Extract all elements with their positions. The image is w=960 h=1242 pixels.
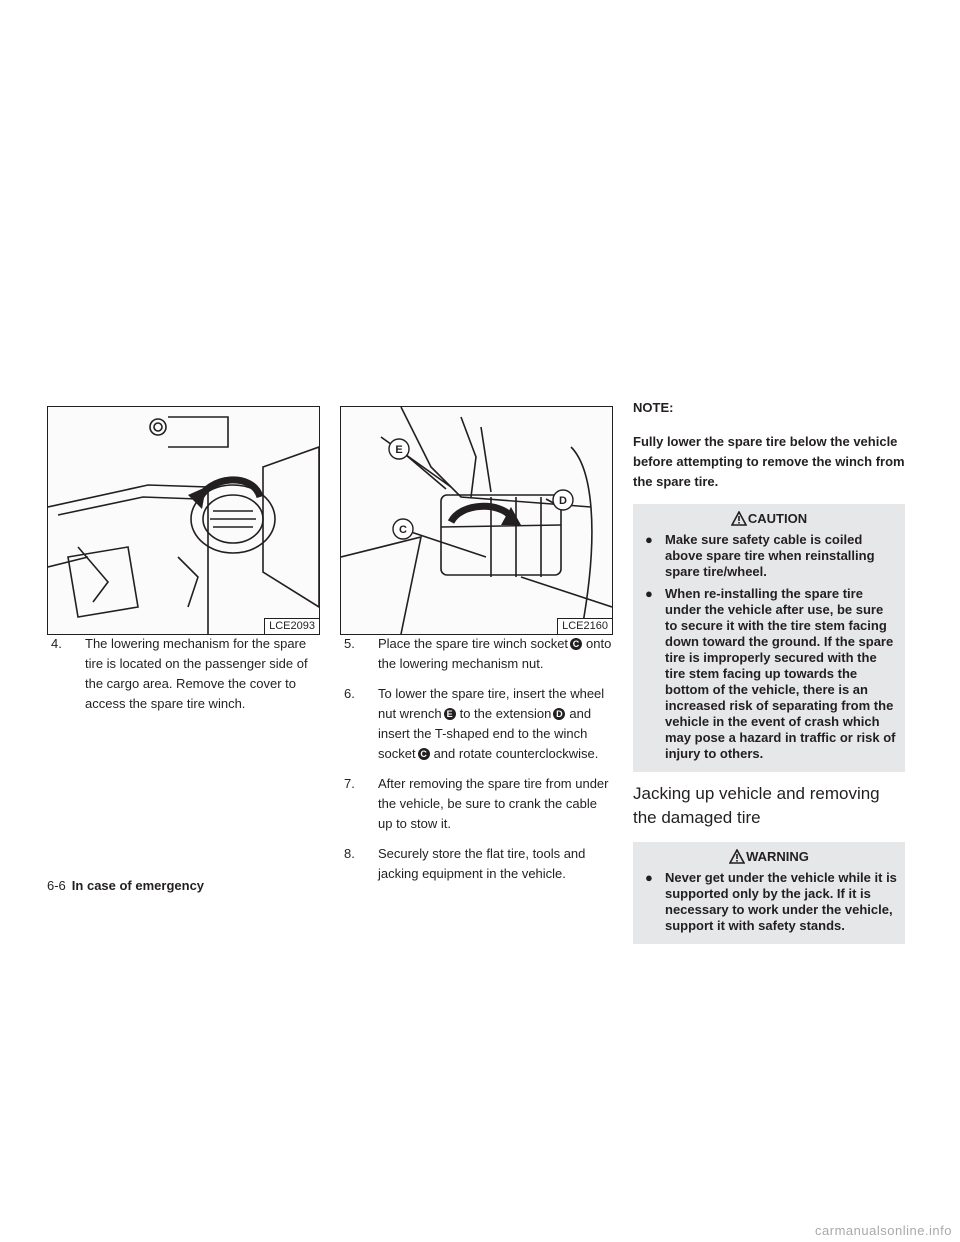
warning-item-text: Never get under the vehicle while it is supported only by the jack. If it is necessary to work under the vehicle, support it with safety stands. (665, 870, 897, 933)
section-title: In case of emergency (71, 878, 205, 893)
step-text: After removing the spare tire from under the vehicle, be sure to crank the cable up to stow it. (378, 776, 609, 831)
step-text: To lower the spare tire, insert the wheel nut wrench (378, 686, 605, 721)
step-text: and insert the T-shaped end to the winch socket (378, 706, 592, 761)
callout-c-label: C (399, 524, 407, 536)
callout-e-label: E (395, 444, 403, 456)
caution-item-text: Make sure safety cable is coiled above spare tire when reinstalling spare tire/wheel. (665, 532, 875, 579)
warning-item (641, 870, 897, 934)
note-title: NOTE: (633, 400, 674, 415)
warning-title: WARNING (746, 849, 809, 864)
step-number: 8. (344, 846, 355, 861)
illustration-winch-tools (341, 407, 612, 634)
caution-item-text: When re-installing the spare tire under the vehicle after use, be sure to secure it with the tire stem facing down toward the ground. If the spare tire is improperly secured with the tire stem facing up towards the bottom of the vehicle, there is an increased risk of separating from the vehicle in the event of crash which may pose a hazard in traffic or risk of injury to others. (665, 586, 896, 761)
step-4 (47, 634, 322, 714)
step-text: to the extension (459, 706, 552, 721)
note-body: Fully lower the spare tire below the vehicle before attempting to remove the winch from the spare tire. (633, 434, 905, 489)
bullet-icon: ● (645, 870, 653, 885)
step-text: onto the lowering mechanism nut. (378, 636, 612, 671)
figure-spare-tire-cover (47, 406, 320, 635)
page-footer (47, 877, 204, 895)
section-heading: Jacking up vehicle and removing the damaged tire (633, 784, 880, 827)
illustration-cargo-cover (48, 407, 319, 634)
caution-title: CAUTION (747, 511, 808, 526)
caution-item (641, 586, 897, 762)
figure-code: LCE2160 (557, 618, 612, 634)
step-6 (340, 684, 612, 764)
warning-box (633, 842, 905, 944)
callout-d-label: D (559, 495, 567, 507)
step-text: Securely store the flat tire, tools and jacking equipment in the vehicle. (378, 846, 586, 881)
step-text: and rotate counterclockwise. (433, 746, 599, 761)
caution-box (633, 504, 905, 772)
caution-triangle-icon (731, 511, 747, 526)
middle-column (340, 634, 612, 894)
step-5 (340, 634, 612, 674)
step-number: 4. (51, 636, 62, 651)
step-number: 5. (344, 636, 355, 651)
warning-header (641, 848, 897, 866)
step-number: 6. (344, 686, 355, 701)
ref-c-icon: C (418, 748, 430, 760)
warning-triangle-icon (729, 849, 745, 864)
left-column (47, 634, 322, 724)
caution-header (641, 510, 897, 528)
page-number: 6-6 (47, 878, 66, 893)
bullet-icon: ● (645, 532, 653, 547)
watermark: carmanualsonline.info (815, 1223, 952, 1238)
ref-c-icon: C (570, 638, 582, 650)
step-text: Place the spare tire winch socket (378, 636, 569, 651)
ref-e-icon: E (444, 708, 456, 720)
caution-item (641, 532, 897, 580)
step-7 (340, 774, 612, 834)
bullet-icon: ● (645, 586, 653, 601)
figure-winch-tools (340, 406, 613, 635)
figure-code: LCE2093 (264, 618, 319, 634)
ref-d-icon: D (553, 708, 565, 720)
step-number: 7. (344, 776, 355, 791)
step-text: The lowering mechanism for the spare tire is located on the passenger side of the cargo area. Remove the cover to access the spare tire winch. (85, 636, 308, 711)
step-8 (340, 844, 612, 884)
right-column (633, 398, 905, 952)
